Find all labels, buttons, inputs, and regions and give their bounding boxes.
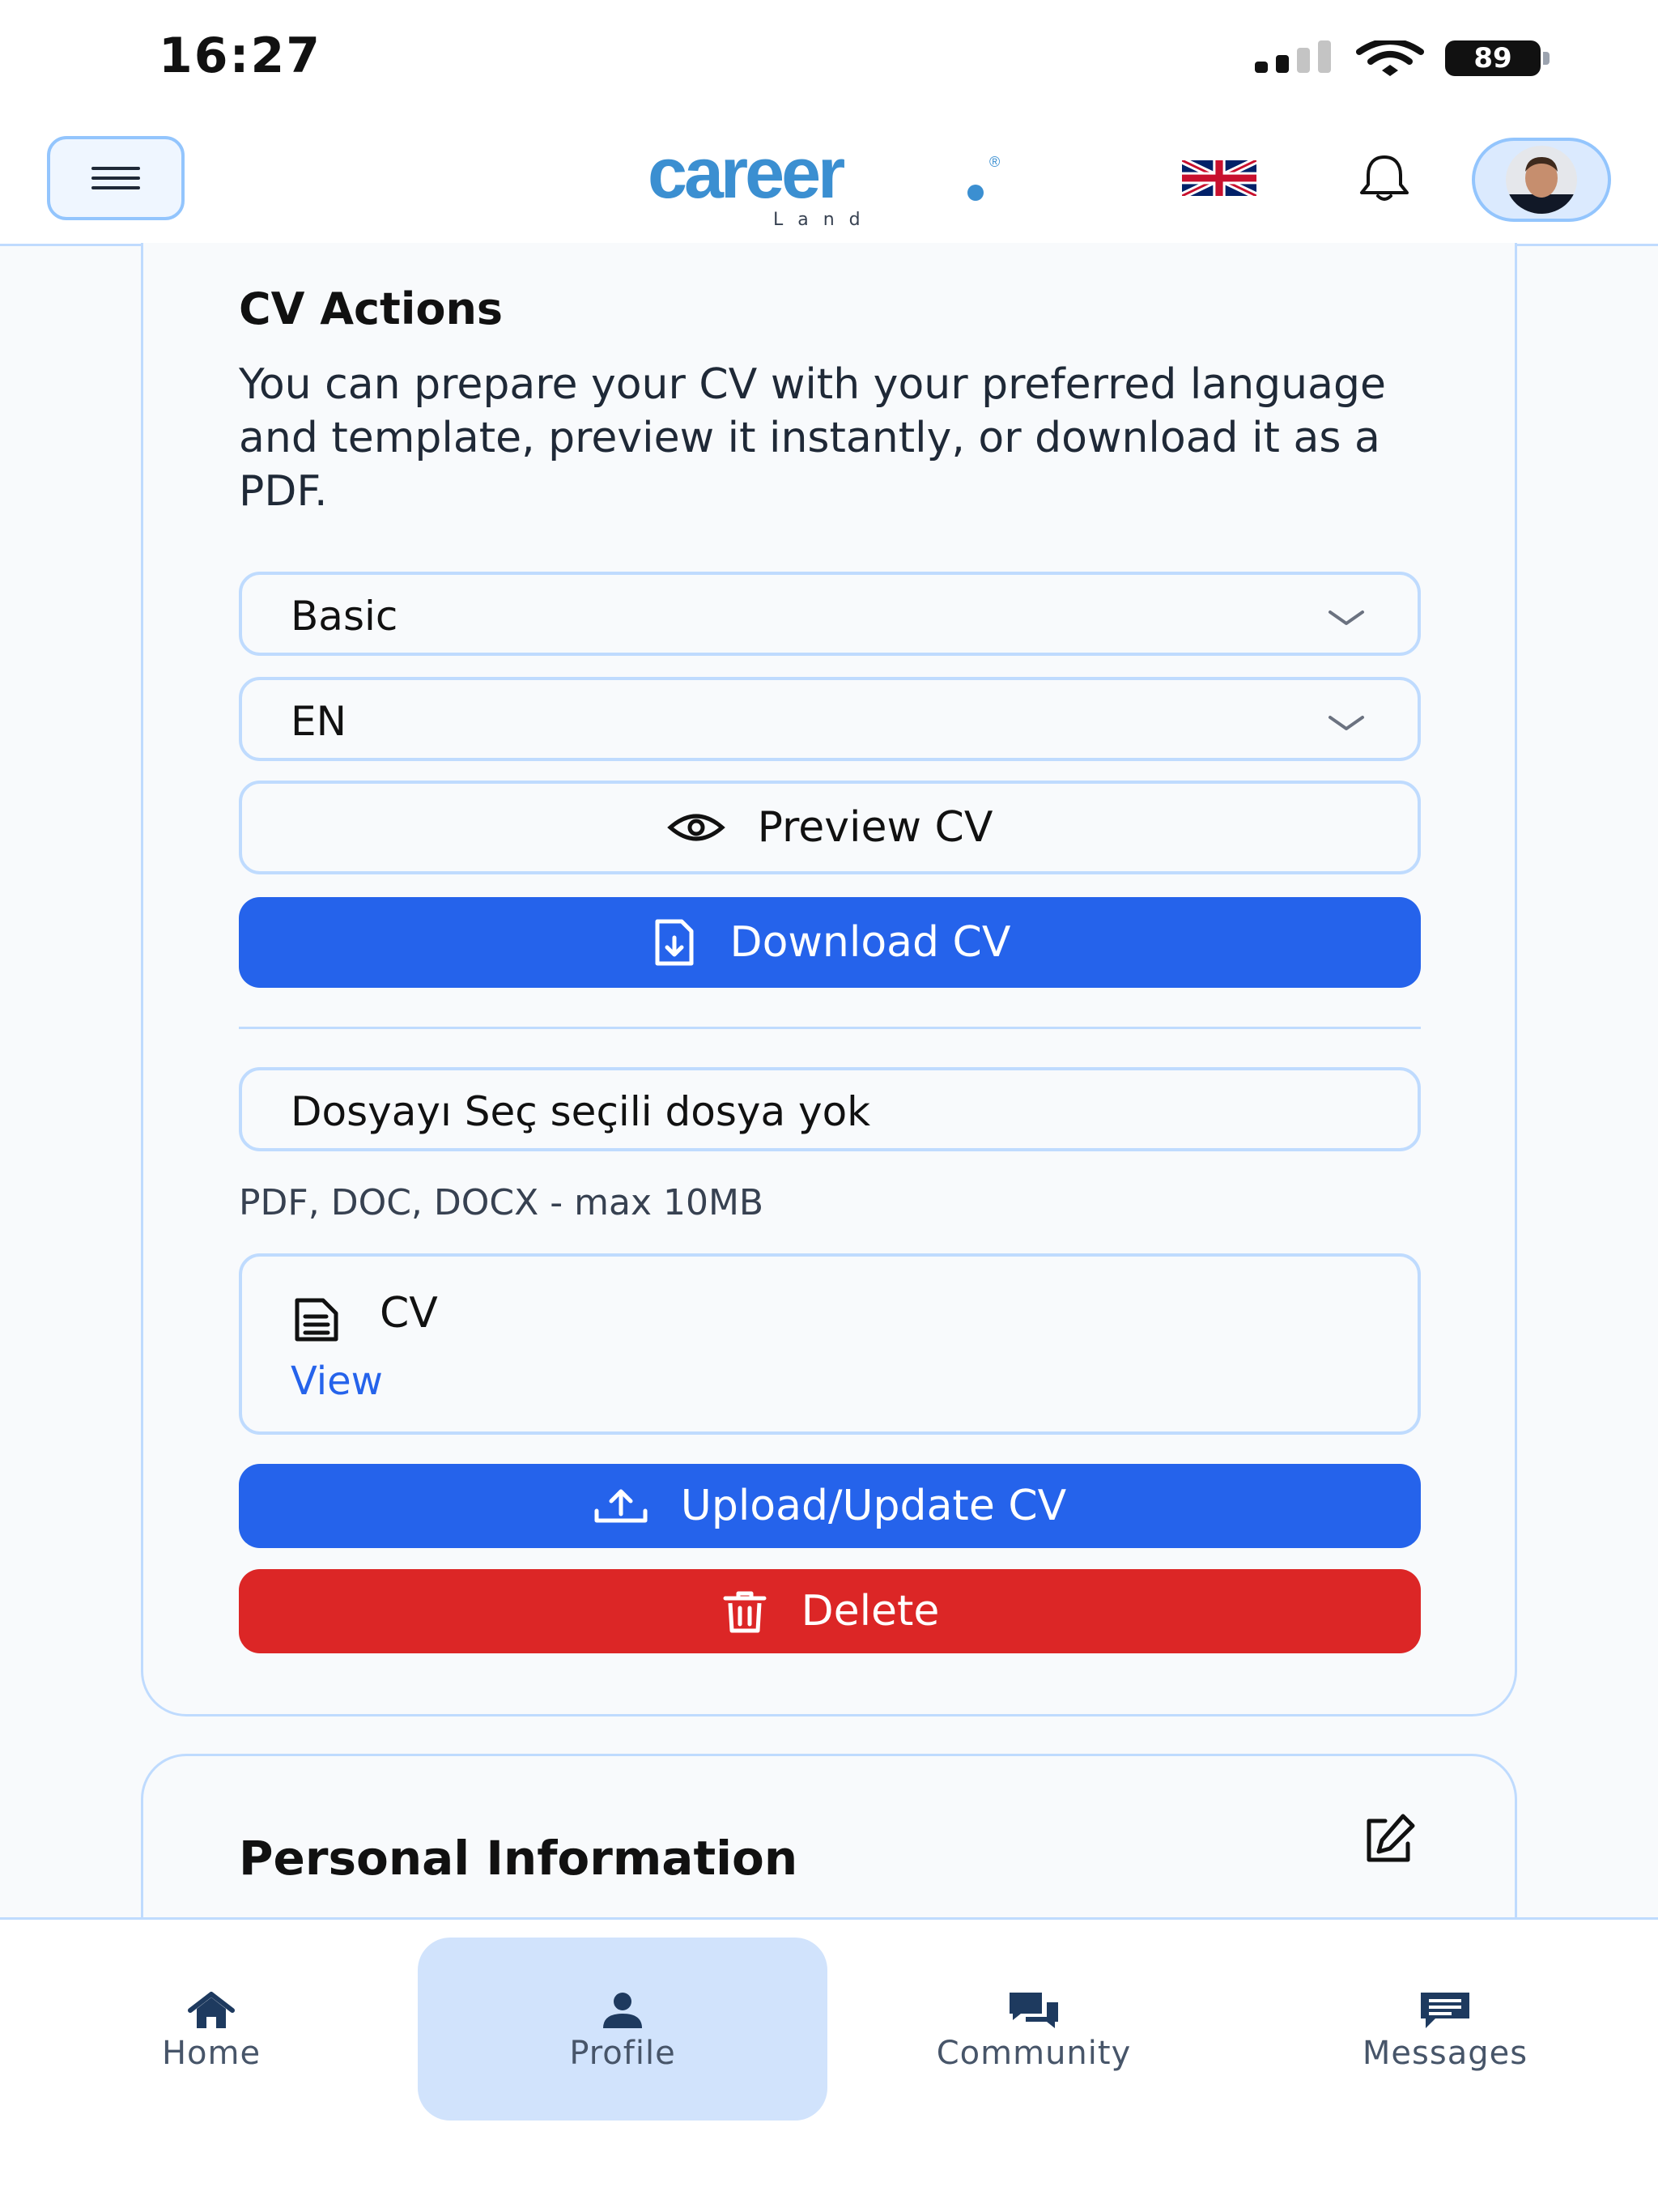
nav-home-label: Home: [161, 2035, 261, 2072]
upload-cv-label: Upload/Update CV: [680, 1482, 1067, 1530]
user-avatar[interactable]: [1472, 138, 1611, 222]
uploaded-cv-file: [239, 1253, 1421, 1435]
chat-icon: [1008, 1991, 1060, 2030]
nav-home[interactable]: [6, 1938, 416, 2121]
download-file-icon: [649, 918, 698, 967]
nav-community-label: Community: [936, 2035, 1132, 2072]
battery-level: 89: [1445, 40, 1541, 76]
nav-profile[interactable]: [418, 1938, 827, 2121]
cv-actions-title: CV Actions: [239, 283, 504, 334]
language-select-value: EN: [291, 698, 346, 745]
battery-icon: [1445, 40, 1550, 76]
cv-actions-description: You can prepare your CV with your preferred language and template, preview it instantly, or download it as a PDF.: [239, 360, 1386, 516]
menu-button[interactable]: [47, 136, 185, 220]
upload-icon: [593, 1487, 648, 1525]
hamburger-icon-line: [91, 177, 140, 180]
language-select[interactable]: [239, 677, 1421, 761]
nav-messages[interactable]: [1240, 1938, 1650, 2121]
nav-profile-label: Profile: [569, 2035, 676, 2072]
template-select[interactable]: [239, 572, 1421, 656]
eye-icon: [667, 811, 725, 844]
cv-file-input[interactable]: [239, 1067, 1421, 1151]
download-cv-button[interactable]: [239, 897, 1421, 988]
status-time: 16:27: [159, 28, 321, 84]
hamburger-icon-line: [91, 186, 140, 189]
preview-cv-label: Preview CV: [757, 803, 993, 852]
trash-icon: [721, 1587, 769, 1636]
notification-bell-icon[interactable]: [1354, 152, 1415, 204]
view-cv-link[interactable]: View: [291, 1359, 383, 1404]
status-bar: [0, 0, 1658, 121]
chevron-down-icon: [1327, 607, 1366, 628]
cv-file-name: CV: [380, 1289, 438, 1338]
avatar-photo-icon: [1494, 144, 1588, 215]
delete-cv-button[interactable]: [239, 1569, 1421, 1653]
wifi-icon: [1356, 40, 1424, 76]
document-icon: [291, 1294, 342, 1346]
logo-text: career: [648, 141, 843, 213]
hamburger-icon-line: [91, 167, 140, 170]
delete-cv-label: Delete: [801, 1587, 940, 1636]
upload-cv-button[interactable]: [239, 1464, 1421, 1548]
template-select-value: Basic: [291, 593, 398, 640]
app-header: [0, 121, 1658, 246]
file-format-hint: PDF, DOC, DOCX - max 10MB: [239, 1182, 764, 1223]
cellular-signal-icon: [1255, 40, 1333, 73]
edit-icon[interactable]: [1361, 1810, 1419, 1868]
bottom-nav: [0, 1917, 1658, 2212]
divider: [239, 1027, 1421, 1029]
nav-messages-label: Messages: [1362, 2035, 1528, 2072]
cv-actions-card: [141, 243, 1517, 1716]
chevron-down-icon: [1327, 713, 1366, 734]
file-input-text: Dosyayı Seç seçili dosya yok: [291, 1088, 871, 1135]
preview-cv-button[interactable]: [239, 781, 1421, 874]
message-icon: [1419, 1991, 1471, 2030]
uk-flag-icon[interactable]: [1182, 160, 1256, 196]
nav-community[interactable]: [829, 1938, 1239, 2121]
svg-text:®: ®: [989, 154, 1001, 170]
personal-info-title: Personal Information: [239, 1831, 798, 1886]
home-icon: [185, 1991, 237, 2030]
download-cv-label: Download CV: [729, 918, 1011, 967]
person-icon: [597, 1991, 648, 2030]
career-land-logo[interactable]: [648, 141, 1012, 230]
logo-subtext: Land: [773, 210, 875, 230]
